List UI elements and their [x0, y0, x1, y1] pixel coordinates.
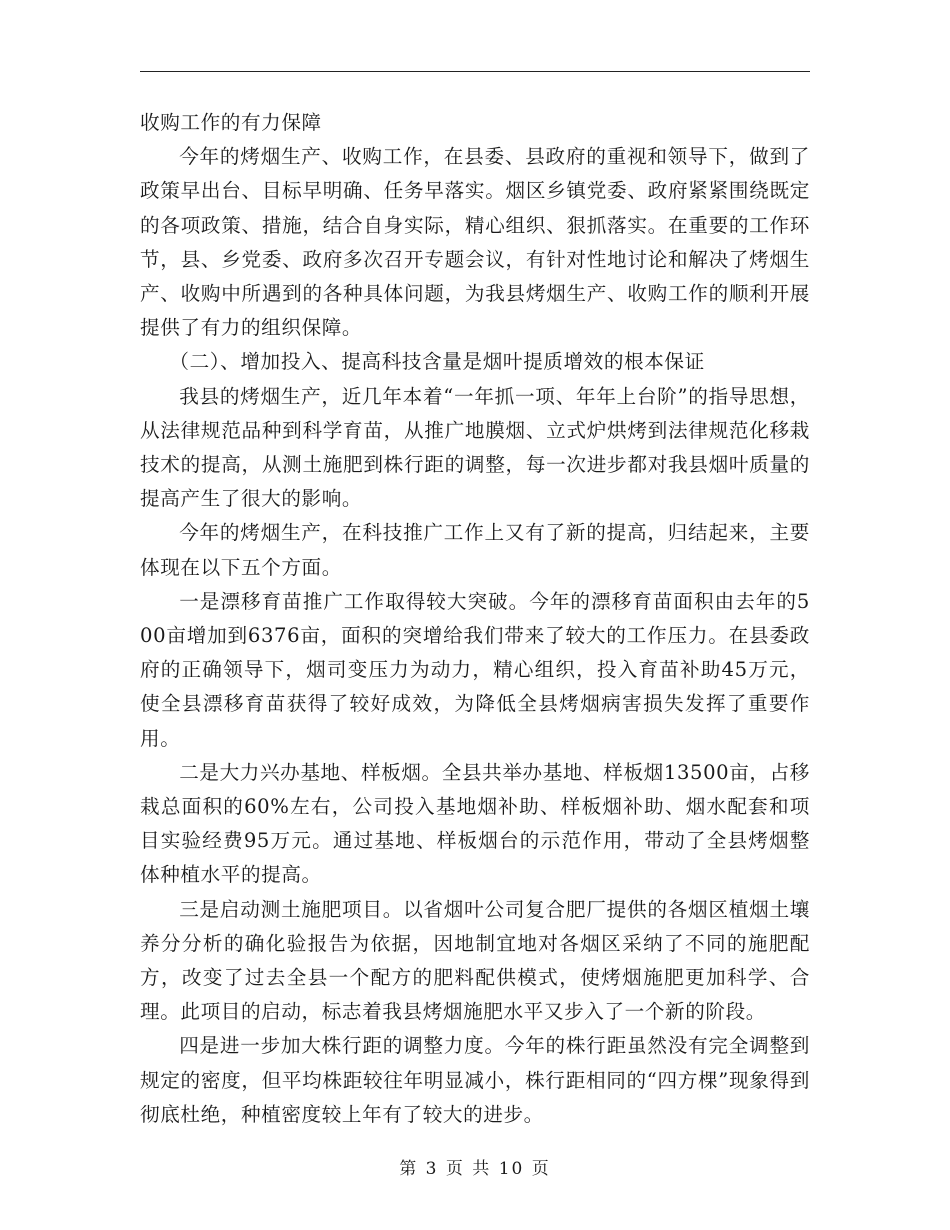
- paragraph-point-4: 四是进一步加大株行距的调整力度。今年的株行距虽然没有完全调整到规定的密度，但平均株距较往年明显减小，株行距相同的“四方棵”现象得到彻底杜绝，种植密度较上年有了较大的进步。: [140, 1034, 810, 1126]
- paragraph-tech-history: 我县的烤烟生产，近几年本着“一年抓一项、年年上台阶”的指导思想，从法律规范品种到科学育苗，从推广地膜烟、立式炉烘烤到法律规范化移栽技术的提高，从测土施肥到株行距的调整，每一次进步都对我县烟叶质量的提高产生了很大的影响。: [140, 384, 810, 511]
- paragraph-point-2: 二是大力兴办基地、样板烟。全县共举办基地、样板烟13500亩，占移栽总面积的60%左右，公司投入基地烟补助、样板烟补助、烟水配套和项目实验经费95万元。通过基地、样板烟台的示范作用，带动了全县烤烟整体种植水平的提高。: [140, 760, 810, 887]
- paragraph-point-1: 一是漂移育苗推广工作取得较大突破。今年的漂移育苗面积由去年的500亩增加到6376亩，面积的突增给我们带来了较大的工作压力。在县委政府的正确领导下，烟司变压力为动力，精心组织，投入育苗补助45万元，使全县漂移育苗获得了较好成效，为降低全县烤烟病害损失发挥了重要作用。: [140, 589, 810, 750]
- document-body: [140, 106, 810, 1132]
- paragraph-continuation: 收购工作的有力保障: [140, 111, 322, 134]
- section-heading-2: （二）、增加投入、提高科技含量是烟叶提质增效的根本保证: [169, 350, 705, 374]
- page-footer: 第 3 页 共 10 页: [399, 1159, 551, 1179]
- header-rule: [140, 71, 810, 72]
- paragraph-policy-support: 今年的烤烟生产、收购工作，在县委、县政府的重视和领导下，做到了政策早出台、目标早明确、任务早落实。烟区乡镇党委、政府紧紧围绕既定的各项政策、措施，结合自身实际，精心组织、狠抓落实。在重要的工作环节，县、乡党委、政府多次召开专题会议，有针对性地讨论和解决了烤烟生产、收购中所遇到的各种具体问题，为我县烤烟生产、收购工作的顺利开展提供了有力的组织保障。: [140, 145, 810, 340]
- paragraph-tech-summary: 今年的烤烟生产，在科技推广工作上又有了新的提高，归结起来，主要体现在以下五个方面。: [140, 521, 810, 579]
- paragraph-point-3: 三是启动测土施肥项目。以省烟叶公司复合肥厂提供的各烟区植烟土壤养分分析的确化验报告为依据，因地制宜地对各烟区采纳了不同的施肥配方，改变了过去全县一个配方的肥料配供模式，使烤烟施肥更加科学、合理。此项目的启动，标志着我县烤烟施肥水平又步入了一个新的阶段。: [140, 897, 810, 1024]
